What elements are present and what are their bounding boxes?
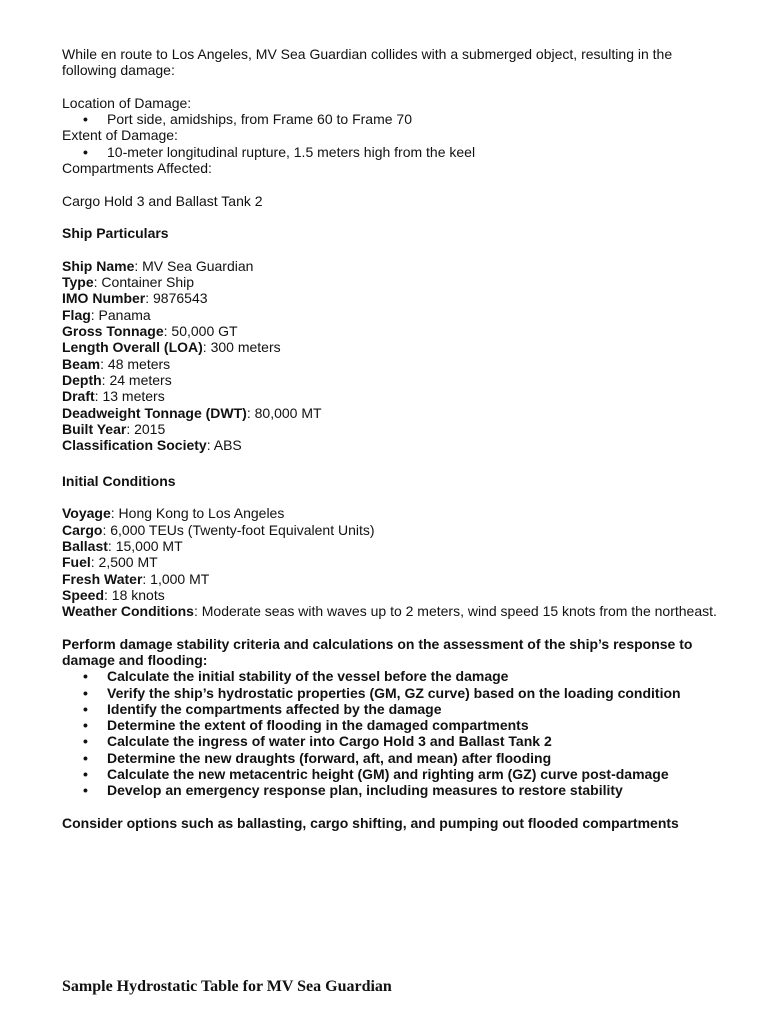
list-item: • Develop an emergency response plan, including measures to restore stability [62,782,722,798]
condition-speed: Speed: 18 knots [62,586,165,603]
list-item: • Calculate the initial stability of the vessel before the damage [62,668,722,684]
particular-imo: IMO Number: 9876543 [62,290,208,307]
document-body [62,46,722,831]
particular-ship-name: Ship Name: MV Sea Guardian [62,257,254,274]
list-item: • Verify the ship’s hydrostatic properties (GM, GZ curve) based on the loading condition [62,685,722,701]
list-item: • Port side, amidships, from Frame 60 to Frame 70 [62,111,722,127]
tasks-list [62,668,722,798]
list-item: • 10-meter longitudinal rupture, 1.5 meters high from the keel [62,144,722,160]
hydrostatic-table-title: Sample Hydrostatic Table for MV Sea Guardian [62,978,392,995]
location-list [62,111,722,127]
list-item: • Determine the new draughts (forward, aft, and mean) after flooding [62,750,722,766]
particular-beam: Beam: 48 meters [62,355,171,372]
particular-built-year: Built Year: 2015 [62,420,166,437]
conditions-heading: Initial Conditions [62,472,176,489]
extent-label: Extent of Damage: [62,127,178,144]
compartments-value: Cargo Hold 3 and Ballast Tank 2 [62,192,263,209]
particular-flag: Flag: Panama [62,306,151,323]
list-item: • Identify the compartments affected by the damage [62,701,722,717]
compartments-label: Compartments Affected: [62,160,212,177]
particular-dwt: Deadweight Tonnage (DWT): 80,000 MT [62,404,322,421]
condition-cargo: Cargo: 6,000 TEUs (Twenty-foot Equivalent Units) [62,521,375,538]
location-label: Location of Damage: [62,94,192,111]
condition-fresh-water: Fresh Water: 1,000 MT [62,570,210,587]
condition-fuel: Fuel: 2,500 MT [62,554,158,571]
particular-draft: Draft: 13 meters [62,388,165,405]
condition-weather: Weather Conditions: Moderate seas with waves up to 2 meters, wind speed 15 knots from the northeast. [62,603,717,620]
list-item: • Calculate the new metacentric height (GM) and righting arm (GZ) curve post-damage [62,766,722,782]
condition-ballast: Ballast: 15,000 MT [62,537,183,554]
condition-voyage: Voyage: Hong Kong to Los Angeles [62,505,285,522]
particulars-list [62,258,722,454]
particular-type: Type: Container Ship [62,274,195,291]
intro-paragraph: While en route to Los Angeles, MV Sea Guardian collides with a submerged object, resulting in the following damage: [62,46,673,79]
tasks-closing: Consider options such as ballasting, cargo shifting, and pumping out flooded compartments [62,814,679,831]
tasks-intro: Perform damage stability criteria and calculations on the assessment of the ship’s response to damage and flooding: [62,635,693,668]
extent-list [62,144,722,160]
particulars-heading: Ship Particulars [62,225,169,242]
list-item: • Determine the extent of flooding in the damaged compartments [62,717,722,733]
list-item: • Calculate the ingress of water into Cargo Hold 3 and Ballast Tank 2 [62,733,722,749]
particular-depth: Depth: 24 meters [62,371,172,388]
particular-gross-tonnage: Gross Tonnage: 50,000 GT [62,323,238,340]
particular-loa: Length Overall (LOA): 300 meters [62,339,281,356]
particular-class-society: Classification Society: ABS [62,437,242,454]
conditions-list [62,505,722,619]
